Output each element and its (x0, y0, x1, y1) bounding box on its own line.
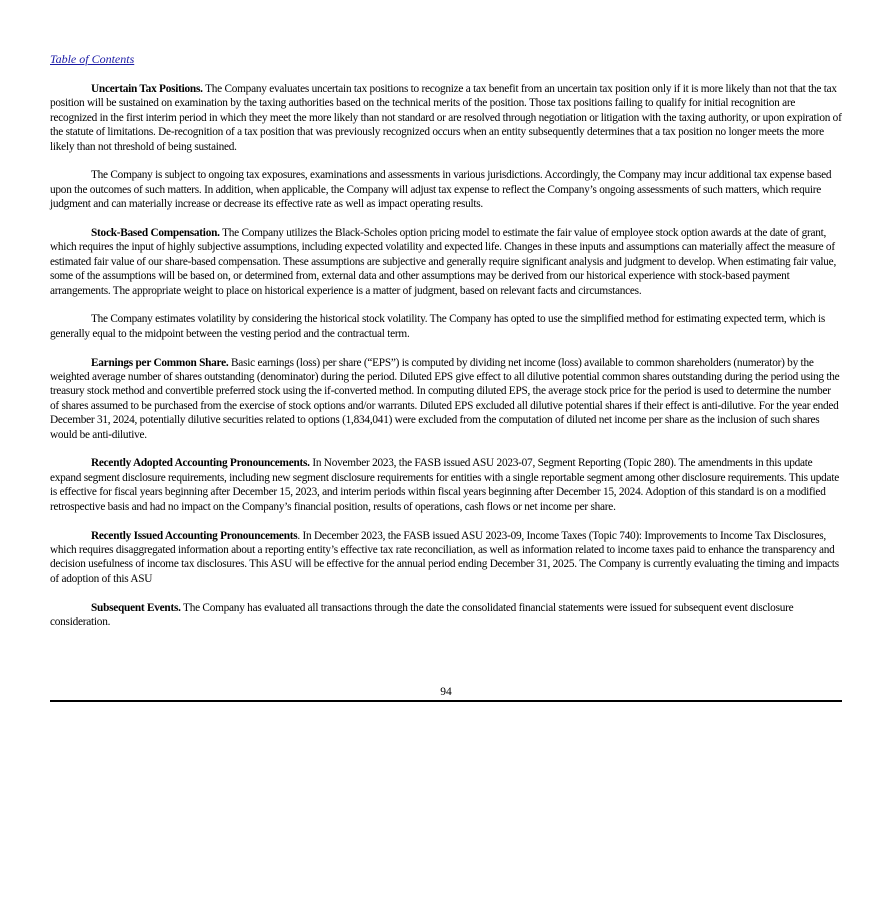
paragraph-heading: Uncertain Tax Positions. (91, 83, 203, 95)
paragraph-volatility (50, 312, 842, 341)
paragraph-heading: Recently Issued Accounting Pronouncements (91, 529, 298, 542)
paragraph-body: The Company evaluates uncertain tax positions to recognize a tax benefit from an uncertain tax position only if it is more likely than not that the tax position will be sustained on examination by the taxing authorities based on the technical merits of the position. Those tax positions failing to qualify for initial recognition are recognized in the first interim period in which they meet the more likely than not standard or are resolved through negotiation or litigation with the taxing authority, or upon expiration of the statute of limitations. De-recognition of a tax position that was previously recognized occurs when an entity subsequently determines that a tax position no longer meets the more likely than not threshold of being sustained. (50, 83, 842, 153)
paragraph-heading: Recently Adopted Accounting Pronouncements. (91, 457, 310, 470)
paragraph-body: The Company utilizes the Black-Scholes option pricing model to estimate the fair value of employee stock option awards at the date of grant, which requires the input of highly subjective assumptions, including expected volatility and expected life. Changes in these inputs and assumptions can materially affect the measure of estimated fair value of our share-based compensation. These assumptions are subjective and generally require significant analysis and judgment to develop. When estimating fair value, some of the assumptions will be based on, or determined from, external data and other assumptions may be derived from our historical experience with stock-based payment arrangements. The appropriate weight to place on historical experience is a matter of judgment, based on relevant facts and circumstances. (50, 227, 837, 297)
paragraph-stock-based-compensation (50, 226, 842, 298)
paragraph-body: The Company estimates volatility by considering the historical stock volatility. The Company has opted to use the simplified method for estimating expected term, which is generally equal to the midpoint between the vesting period and the contractual term. (50, 313, 826, 340)
paragraph-heading: Stock-Based Compensation. (91, 227, 220, 240)
paragraph-body: The Company has evaluated all transactions through the date the consolidated financial statements were issued for subsequent event disclosure consideration. (50, 601, 794, 628)
paragraph-recently-issued-pronouncements (50, 529, 842, 587)
paragraph-body: The Company is subject to ongoing tax exposures, examinations and assessments in various jurisdictions. Accordingly, the Company may incur additional tax expense based upon the outcomes of such matters. In addition, when applicable, the Company will adjust tax expense to reflect the Company’s ongoing assessments of such matters, which require judgment and can materially increase or decrease its effective rate as well as impact operating results. (50, 169, 832, 211)
paragraph-heading: Earnings per Common Share. (91, 356, 229, 369)
paragraph-earnings-per-share (50, 356, 842, 442)
paragraph-body: . In December 2023, the FASB issued ASU 2023-09, Income Taxes (Topic 740): Improvements to Income Tax Disclosures, which requires disaggregated information about a reporting entity’s effective tax rate reconciliation, as well as information related to income taxes paid to enhance the transparency and decision usefulness of income tax disclosures. This ASU will be effective for the annual period ending December 31, 2025. The Company is currently evaluating the timing and impacts of adoption of this ASU (50, 529, 839, 585)
paragraph-uncertain-tax-positions (50, 82, 842, 154)
table-of-contents-link[interactable]: Table of Contents (50, 52, 135, 66)
paragraph-recently-adopted-pronouncements (50, 456, 842, 514)
paragraph-body: In November 2023, the FASB issued ASU 2023-07, Segment Reporting (Topic 280). The amendments in this update expand segment disclosure requirements, including new segment disclosure requirements for entities with a single reportable segment among other disclosure requirements. This update is effective for fiscal years beginning after December 15, 2023, and interim periods within fiscal years beginning after December 15, 2024. Adoption of this standard is on a modified retrospective basis and had no impact on the Company’s financial position, results of operations, cash flows or net income per share. (50, 457, 839, 513)
paragraph-tax-exposures (50, 168, 842, 211)
page-number: 94 (440, 686, 452, 698)
document-body (50, 82, 842, 644)
paragraph-subsequent-events (50, 601, 842, 630)
paragraph-body: Basic earnings (loss) per share (“EPS”) is computed by dividing net income (loss) available to common shareholders (numerator) by the weighted average number of shares outstanding (denominator) during the period. Diluted EPS give effect to all dilutive potential common shares outstanding during the period using the treasury stock method and convertible preferred stock using the if-converted method. In computing diluted EPS, the average stock price for the period is used to determine the number of shares assumed to be purchased from the exercise of stock options and/or warrants. Diluted EPS excluded all dilutive potential shares if their effect is anti-dilutive. For the year ended December 31, 2024, potentially dilutive securities related to options (1,834,041) were excluded from the computation of diluted net income per share as the inclusion of such shares would be anti-dilutive. (50, 356, 840, 441)
footer-divider (50, 700, 842, 702)
paragraph-heading: Subsequent Events. (91, 601, 181, 614)
